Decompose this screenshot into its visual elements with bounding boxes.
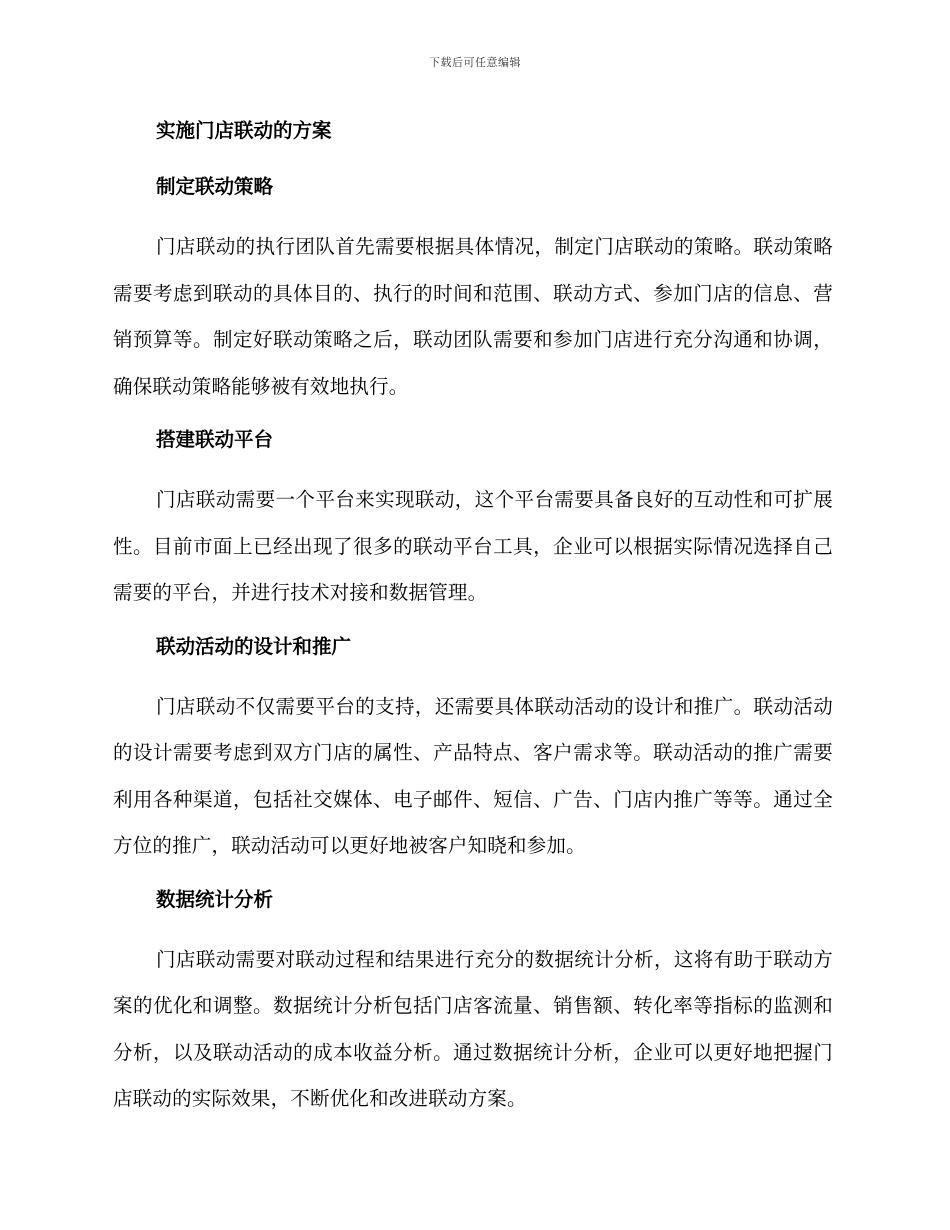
section-heading-activity: 联动活动的设计和推广 — [156, 634, 352, 658]
header-note: 下载后可任意编辑 — [429, 56, 521, 69]
section-heading-platform: 搭建联动平台 — [156, 428, 274, 451]
section-paragraph-platform: 门店联动需要一个平台来实现联动，这个平台需要具备良好的互动性和可扩展性。目前市面上已经出现了很多的联动平台工具，企业可以根据实际情况选择自己需要的平台，并进行技术对接和数据管理。 — [113, 488, 833, 604]
section-paragraph-activity: 门店联动不仅需要平台的支持，还需要具体联动活动的设计和推广。联动活动的设计需要考虑到双方门店的属性、产品特点、客户需求等。联动活动的推广需要利用各种渠道，包括社交媒体、电子邮件、短信、广告、门店内推广等等。通过全方位的推广，联动活动可以更好地被客户知晓和参加。 — [113, 694, 833, 857]
section-paragraph-strategy: 门店联动的执行团队首先需要根据具体情况，制定门店联动的策略。联动策略需要考虑到联动的具体目的、执行的时间和范围、联动方式、参加门店的信息、营销预算等。制定好联动策略之后，联动团队需要和参加门店进行充分沟通和协调，确保联动策略能够被有效地执行。 — [113, 235, 833, 398]
section-heading-analytics: 数据统计分析 — [156, 887, 274, 911]
document-body — [113, 110, 833, 1138]
document-title: 实施门店联动的方案 — [156, 119, 332, 142]
section-paragraph-analytics: 门店联动需要对联动过程和结果进行充分的数据统计分析，这将有助于联动方案的优化和调整。数据统计分析包括门店客流量、销售额、转化率等指标的监测和分析，以及联动活动的成本收益分析。通过数据统计分析，企业可以更好地把握门店联动的实际效果，不断优化和改进联动方案。 — [113, 947, 833, 1110]
section-heading-strategy: 制定联动策略 — [156, 175, 274, 198]
